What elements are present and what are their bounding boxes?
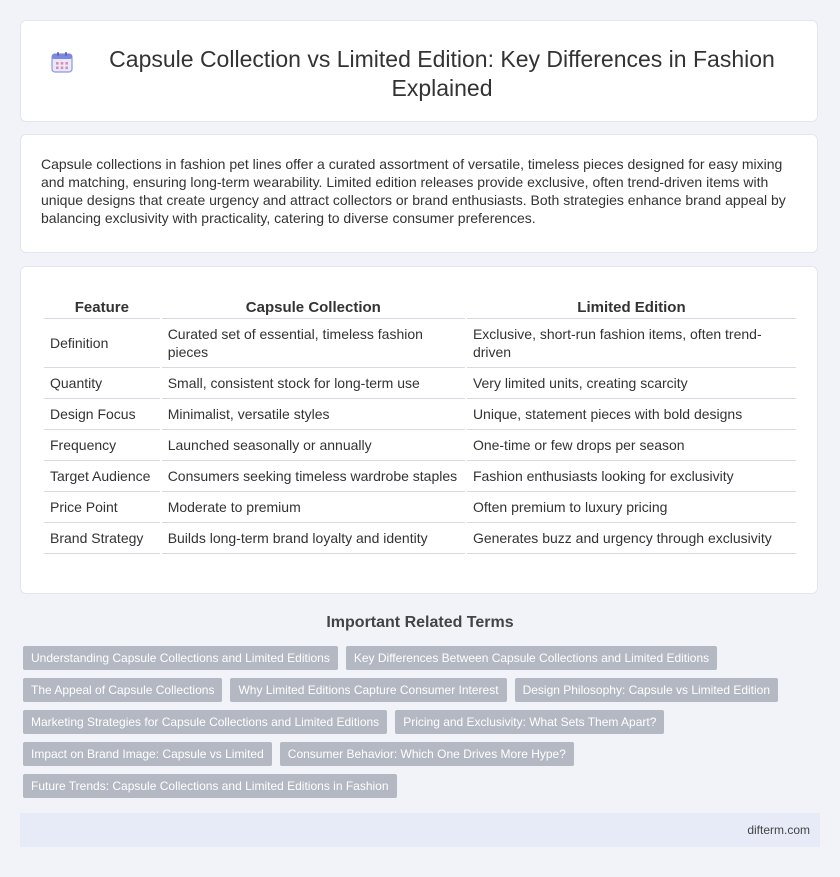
limited-cell: Often premium to luxury pricing <box>467 492 796 523</box>
related-term-tag[interactable]: The Appeal of Capsule Collections <box>23 678 222 702</box>
tag-row <box>23 710 813 734</box>
tag-row <box>23 678 813 702</box>
feature-cell: Design Focus <box>44 399 160 430</box>
related-term-tag[interactable]: Impact on Brand Image: Capsule vs Limited <box>23 742 272 766</box>
page-title: Capsule Collection vs Limited Edition: Key Differences in Fashion Explained <box>109 46 775 101</box>
header-capsule-collection: Capsule Collection <box>162 296 465 319</box>
limited-cell: One-time or few drops per season <box>467 430 796 461</box>
feature-cell: Quantity <box>44 368 160 399</box>
feature-cell: Brand Strategy <box>44 523 160 554</box>
related-terms-title: Important Related Terms <box>326 614 514 631</box>
header-feature: Feature <box>44 296 160 319</box>
limited-cell: Very limited units, creating scarcity <box>467 368 796 399</box>
related-terms-list <box>23 646 813 806</box>
limited-cell: Unique, statement pieces with bold designs <box>467 399 796 430</box>
capsule-cell: Builds long-term brand loyalty and identity <box>162 523 465 554</box>
capsule-cell: Small, consistent stock for long-term use <box>162 368 465 399</box>
calendar-icon <box>51 51 73 73</box>
comparison-table <box>42 296 798 554</box>
feature-cell: Frequency <box>44 430 160 461</box>
capsule-cell: Moderate to premium <box>162 492 465 523</box>
table-row <box>44 430 796 461</box>
footer <box>20 813 820 847</box>
feature-cell: Price Point <box>44 492 160 523</box>
header-card <box>20 20 818 122</box>
limited-cell: Exclusive, short-run fashion items, often trend-driven <box>467 319 796 368</box>
table-header-row <box>44 296 796 319</box>
table-row <box>44 461 796 492</box>
related-term-tag[interactable]: Pricing and Exclusivity: What Sets Them Apart? <box>395 710 664 734</box>
related-term-tag[interactable]: Key Differences Between Capsule Collections and Limited Editions <box>346 646 717 670</box>
footer-site-link[interactable]: difterm.com <box>747 823 810 837</box>
feature-cell: Definition <box>44 319 160 368</box>
title-row <box>21 21 817 103</box>
intro-card <box>20 134 818 253</box>
tag-row <box>23 742 813 766</box>
capsule-cell: Launched seasonally or annually <box>162 430 465 461</box>
related-term-tag[interactable]: Future Trends: Capsule Collections and Limited Editions in Fashion <box>23 774 397 798</box>
related-term-tag[interactable]: Why Limited Editions Capture Consumer Interest <box>230 678 506 702</box>
table-row <box>44 523 796 554</box>
header-limited-edition: Limited Edition <box>467 296 796 319</box>
capsule-cell: Curated set of essential, timeless fashion pieces <box>162 319 465 368</box>
limited-cell: Generates buzz and urgency through exclusivity <box>467 523 796 554</box>
table-row <box>44 399 796 430</box>
tag-row <box>23 646 813 670</box>
capsule-cell: Minimalist, versatile styles <box>162 399 465 430</box>
table-row <box>44 368 796 399</box>
related-term-tag[interactable]: Marketing Strategies for Capsule Collections and Limited Editions <box>23 710 387 734</box>
related-term-tag[interactable]: Design Philosophy: Capsule vs Limited Edition <box>515 678 778 702</box>
intro-paragraph: Capsule collections in fashion pet lines offer a curated assortment of versatile, timeless pieces designed for easy mixing and matching, ensuring long-term wearability. Limited edition releases provide exclusive, often trend-driven items with unique designs that create urgency and attract collectors or brand enthusiasts. Both strategies enhance brand appeal by balancing exclusivity with practicality, catering to diverse consumer preferences. <box>41 156 786 226</box>
tag-row <box>23 774 813 798</box>
table-row <box>44 492 796 523</box>
comparison-table-card <box>20 266 818 594</box>
related-term-tag[interactable]: Understanding Capsule Collections and Limited Editions <box>23 646 338 670</box>
feature-cell: Target Audience <box>44 461 160 492</box>
related-term-tag[interactable]: Consumer Behavior: Which One Drives More Hype? <box>280 742 574 766</box>
table-row <box>44 319 796 368</box>
capsule-cell: Consumers seeking timeless wardrobe staples <box>162 461 465 492</box>
limited-cell: Fashion enthusiasts looking for exclusivity <box>467 461 796 492</box>
